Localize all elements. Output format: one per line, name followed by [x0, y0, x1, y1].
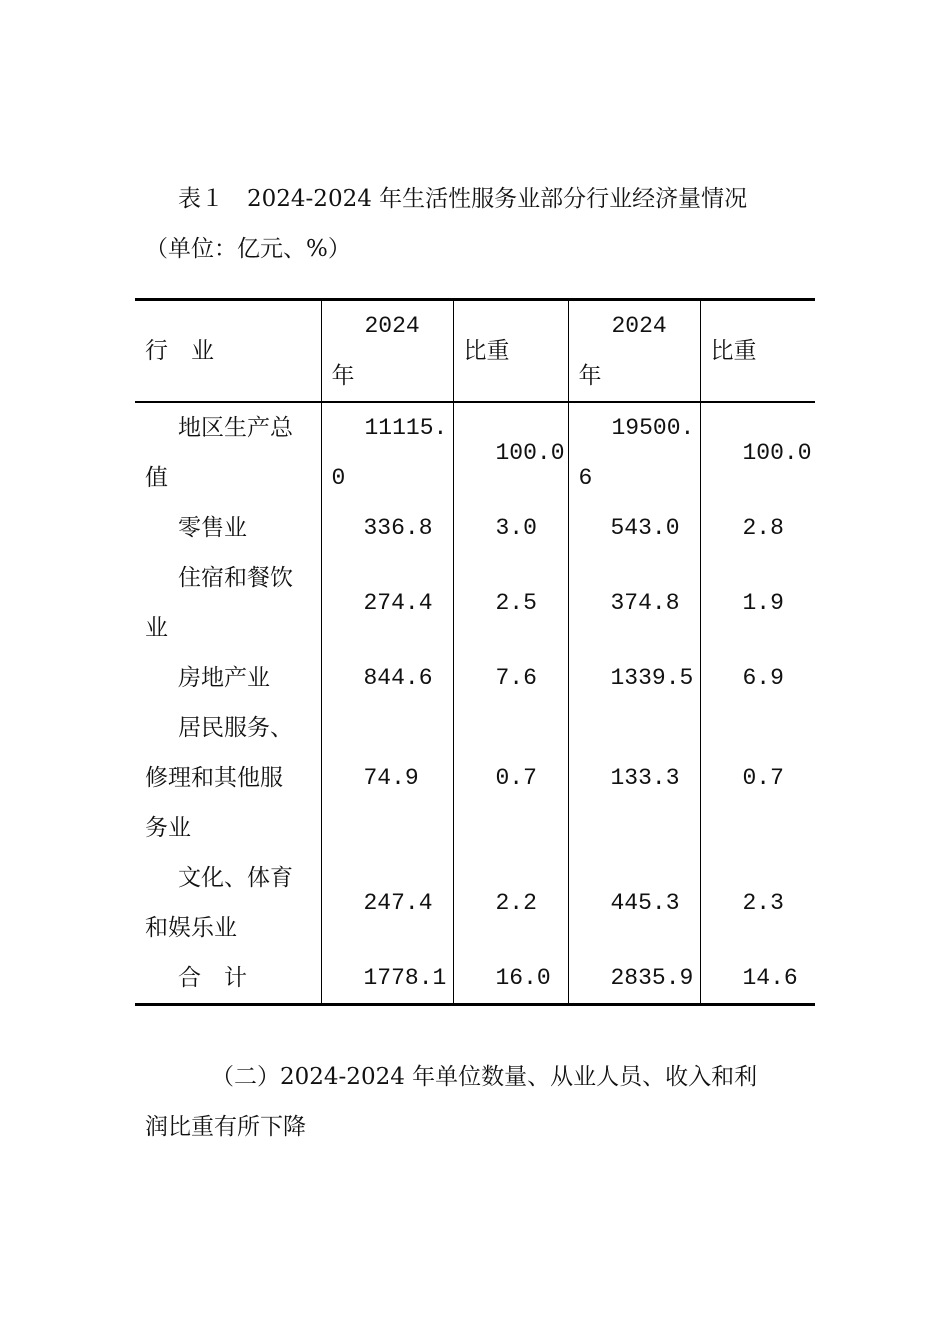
- row-share-b: 2.3: [700, 853, 815, 953]
- row-share-b: 6.9: [700, 653, 815, 703]
- table-total-row: [135, 953, 815, 1005]
- row-value-a: 247.4: [321, 853, 453, 953]
- row-value-b: 133.3: [568, 703, 700, 853]
- cell-value: 19500.6: [578, 415, 695, 491]
- row-industry: [135, 703, 321, 853]
- row-share-a: 0.7: [453, 703, 568, 853]
- table-caption: [145, 174, 825, 274]
- row-industry-line: 住宿和餐饮: [178, 565, 293, 591]
- section-heading: [145, 1052, 795, 1152]
- row-value-a: 844.6: [321, 653, 453, 703]
- row-industry: [135, 503, 321, 553]
- row-share-b: 14.6: [700, 953, 815, 1005]
- header-year-b-number: 2024: [611, 313, 667, 339]
- table-row: [135, 503, 815, 553]
- row-value-b: [568, 402, 700, 503]
- row-industry: [135, 853, 321, 953]
- row-value-b: 445.3: [568, 853, 700, 953]
- row-industry-line: 地区生产总: [178, 415, 293, 441]
- row-industry-line: 文化、体育: [178, 865, 293, 891]
- table-header-row: [135, 300, 815, 403]
- table-row: [135, 853, 815, 953]
- row-value-b: 1339.5: [568, 653, 700, 703]
- row-industry-line: 业: [145, 615, 168, 641]
- row-share-b: 100.0: [700, 402, 815, 503]
- row-value-a: [321, 402, 453, 503]
- industry-table: [135, 298, 815, 1006]
- row-value-a: 74.9: [321, 703, 453, 853]
- cell-value: 11115.0: [331, 415, 448, 491]
- row-value-a: 274.4: [321, 553, 453, 653]
- row-value-a: 336.8: [321, 503, 453, 553]
- row-industry-line: 零售业: [178, 515, 247, 541]
- section-heading-line: （二）2024-2024 年单位数量、从业人员、收入和利: [211, 1064, 758, 1090]
- row-share-a: 3.0: [453, 503, 568, 553]
- row-share-a: 2.5: [453, 553, 568, 653]
- row-industry: [135, 402, 321, 503]
- header-share-b: 比重: [700, 300, 815, 403]
- row-industry-line: 值: [145, 465, 168, 491]
- row-industry-line: 居民服务、: [178, 715, 293, 741]
- header-year-a: [321, 300, 453, 403]
- table-row: [135, 653, 815, 703]
- row-value-b: 374.8: [568, 553, 700, 653]
- row-industry-line: 务业: [145, 815, 191, 841]
- header-year-a-unit: 年: [331, 363, 355, 389]
- table-row: [135, 402, 815, 503]
- row-share-b: 2.8: [700, 503, 815, 553]
- row-value-a: 1778.1: [321, 953, 453, 1005]
- row-industry-line: 房地产业: [178, 665, 270, 691]
- row-share-a: 7.6: [453, 653, 568, 703]
- row-value-b: 543.0: [568, 503, 700, 553]
- row-industry: [135, 553, 321, 653]
- table-row: [135, 703, 815, 853]
- row-industry: [135, 953, 321, 1005]
- row-industry-line: 修理和其他服: [145, 765, 283, 791]
- header-year-b: [568, 300, 700, 403]
- row-value-b: 2835.9: [568, 953, 700, 1005]
- header-industry: 行 业: [145, 338, 214, 364]
- row-industry-line: 和娱乐业: [145, 915, 237, 941]
- row-industry: [135, 653, 321, 703]
- section-heading-line: 润比重有所下降: [145, 1114, 306, 1140]
- header-year-b-unit: 年: [578, 363, 602, 389]
- header-share-a: 比重: [453, 300, 568, 403]
- row-share-a: 16.0: [453, 953, 568, 1005]
- table-row: [135, 553, 815, 653]
- table-unit-note: （单位：亿元、%）: [145, 236, 351, 262]
- row-share-a: 100.0: [453, 402, 568, 503]
- row-industry-line: 合 计: [178, 965, 247, 991]
- table-title: 表１ 2024-2024 年生活性服务业部分行业经济量情况: [178, 186, 748, 212]
- header-year-a-number: 2024: [364, 313, 420, 339]
- row-share-b: 1.9: [700, 553, 815, 653]
- row-share-b: 0.7: [700, 703, 815, 853]
- row-share-a: 2.2: [453, 853, 568, 953]
